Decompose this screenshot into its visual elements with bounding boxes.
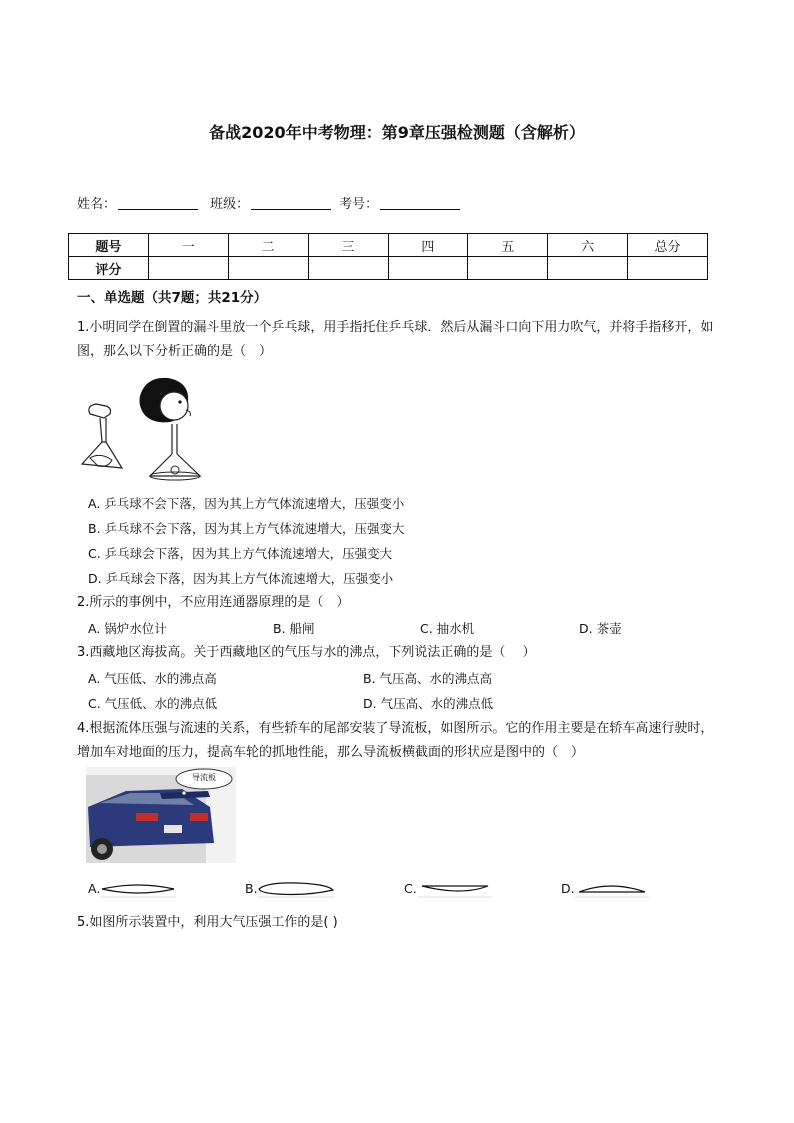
q1-option-b[interactable]: B. 乒乓球不会下落，因为其上方气体流速增大，压强变大: [88, 521, 405, 536]
q4-option-a[interactable]: A.: [88, 881, 101, 896]
table-cell: 三: [308, 234, 388, 257]
score-cell[interactable]: [548, 257, 628, 280]
q4-option-a-shape: [100, 880, 176, 898]
q2-option-b[interactable]: B. 船闸: [273, 621, 315, 636]
exam-no-blank[interactable]: [380, 197, 460, 210]
q2-option-c[interactable]: C. 抽水机: [420, 621, 475, 636]
class-blank[interactable]: [251, 197, 331, 210]
q4-option-d-shape: [575, 880, 649, 898]
table-cell: 总分: [628, 234, 708, 257]
score-table-header-row: [69, 234, 708, 257]
score-cell[interactable]: [388, 257, 468, 280]
table-cell: 六: [548, 234, 628, 257]
table-cell: 五: [468, 234, 548, 257]
page-title: 备战2020年中考物理：第9章压强检测题（含解析）: [209, 123, 585, 142]
score-table-score-row: [69, 257, 708, 280]
class-label: 班级：: [210, 197, 250, 212]
table-cell: 二: [228, 234, 308, 257]
question-5-text: 5.如图所示装置中，利用大气压强工作的是( ): [77, 915, 338, 930]
score-cell[interactable]: [308, 257, 388, 280]
score-cell[interactable]: [228, 257, 308, 280]
question-1-text: 1.小明同学在倒置的漏斗里放一个乒乓球，用手指托住乒乓球．然后从漏斗口向下用力吹气，并将手指移开，如图，那么以下分析正确的是（ ）: [77, 320, 714, 359]
section-heading: 一、单选题（共7题；共21分）: [77, 290, 268, 306]
q1-option-c[interactable]: C. 乒乓球会下落，因为其上方气体流速增大，压强变大: [88, 546, 393, 561]
question-2-text: 2.所示的事例中，不应用连通器原理的是（ ）: [77, 595, 350, 610]
score-cell[interactable]: [148, 257, 228, 280]
table-cell: 四: [388, 234, 468, 257]
table-cell: 题号: [69, 234, 149, 257]
question-4-text: 4.根据流体压强与流速的关系，有些轿车的尾部安装了导流板，如图所示。它的作用主要是在轿车高速行驶时，增加车对地面的压力，提高车轮的抓地性能，那么导流板横截面的形状应是图中的（ ）: [77, 721, 714, 760]
spoiler-bubble-label: 导流板: [192, 773, 216, 782]
q4-option-c[interactable]: C.: [404, 881, 417, 896]
q4-option-d[interactable]: D.: [561, 881, 575, 896]
q3-option-b[interactable]: B. 气压高、水的沸点高: [363, 671, 493, 686]
q1-option-a[interactable]: A. 乒乓球不会下落，因为其上方气体流速增大，压强变小: [88, 496, 405, 511]
score-cell[interactable]: [628, 257, 708, 280]
q2-option-a[interactable]: A. 锅炉水位计: [88, 621, 167, 636]
car-spoiler-photo: [86, 767, 236, 863]
exam-no-label: 考号：: [339, 197, 379, 212]
q3-option-a[interactable]: A. 气压低、水的沸点高: [88, 671, 217, 686]
q3-option-c[interactable]: C. 气压低、水的沸点低: [88, 696, 218, 711]
name-blank[interactable]: [118, 197, 198, 210]
q2-option-d[interactable]: D. 茶壶: [579, 621, 622, 636]
funnel-pingpong-figure: [76, 372, 216, 482]
score-cell[interactable]: [468, 257, 548, 280]
q4-option-c-shape: [418, 880, 492, 898]
name-label: 姓名：: [77, 197, 117, 212]
student-info-line: [77, 193, 468, 212]
q3-option-d[interactable]: D. 气压高、水的沸点低: [363, 696, 494, 711]
table-cell: 一: [148, 234, 228, 257]
score-table: [68, 233, 708, 280]
q4-option-b-shape: [257, 880, 335, 898]
q1-option-d[interactable]: D. 乒乓球会下落，因为其上方气体流速增大，压强变小: [88, 571, 394, 586]
table-cell: 评分: [69, 257, 149, 280]
q4-option-b[interactable]: B.: [245, 881, 258, 896]
question-3-text: 3.西藏地区海拔高。关于西藏地区的气压与水的沸点，下列说法正确的是（ ）: [77, 645, 536, 660]
